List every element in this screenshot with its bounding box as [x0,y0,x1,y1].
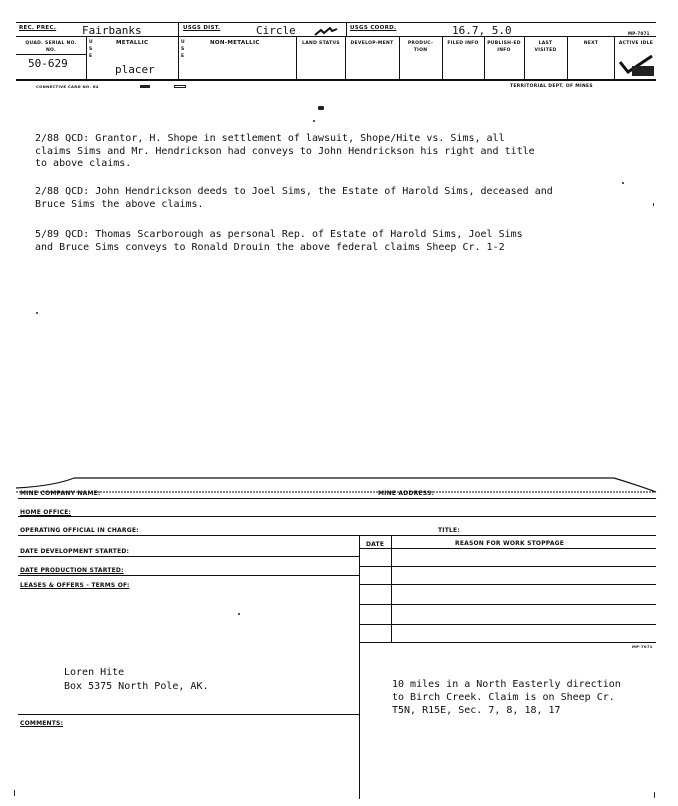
entry-line: to above claims. [35,158,132,169]
date-col-label: DATE [366,541,385,548]
location-line: 10 miles in a North Easterly direction [392,679,621,690]
stray-mark [14,790,15,796]
stray-mark [36,312,38,314]
owner-block [64,667,209,693]
dev-started-label: DATE DEVELOPMENT STARTED: [20,548,130,555]
owner-address: Box 5375 North Pole, AK. [64,681,209,692]
pen-mark-icon [314,22,338,32]
reason-col-label: REASON FOR WORK STOPPAGE [455,540,565,547]
comments-label: COMMENTS: [20,720,64,727]
stray-mark [318,106,324,110]
col-production: PRODUC-TION [407,41,434,53]
col-next: NEXT [583,41,599,46]
entry-line: 2/88 QCD: John Hendrickson deeds to Joel Sims, the Estate of Harold Sims, deceased and [35,186,553,197]
rec-prec-label: REC. PREC. [19,25,57,31]
stray-mark [238,613,240,615]
small-box-1 [140,85,150,88]
rec-prec-value: Fairbanks [82,24,142,37]
entry [35,133,535,171]
metallic-type-letters: U S E [89,40,93,59]
stray-mark [653,203,654,206]
small-box-2 [174,85,186,88]
usgs-coord-value: 16.7, 5.0 [452,24,512,37]
card-footer-right: TERRITORIAL DEPT. OF MINES [510,84,593,89]
entry-line: 5/89 QCD: Thomas Scarborough as personal Rep. of Estate of Harold Sims, Joel Sims [35,229,523,240]
entry [35,186,553,211]
entry-line: Bruce Sims the above claims. [35,198,204,210]
location-line: T5N, R15E, Sec. 7, 8, 18, 17 [392,705,561,716]
title-label: TITLE: [438,527,460,534]
quad-serial-value: 50-629 [28,57,68,70]
form-number-bottom: MP-7071 [632,644,653,649]
location-block [392,678,621,717]
location-line: to Birch Creek. Claim is on Sheep Cr. [392,692,615,703]
form-number: MP-7071 [628,31,650,36]
col-published-info: PUBLISH-ED INFO [487,41,521,53]
col-last-visited: LAST VISITED [534,41,557,53]
card-footer-left: CONNECTIVE CARD NO. 64 [36,84,99,89]
entry-line: 2/88 QCD: Grantor, H. Shope in settlement of lawsuit, Shope/Hite vs. Sims, all [35,133,505,144]
entry-line: claims Sims and Mr. Hendrickson had conveys to John Hendrickson his right and title [35,145,535,157]
stray-mark [622,182,624,184]
owner-name: Loren Hite [64,667,125,678]
quad-serial-label: QUAD. SERIAL NO. NO. [25,41,77,53]
mine-address-label: MINE ADDRESS: [378,490,435,497]
prod-started-label: DATE PRODUCTION STARTED: [20,567,124,574]
nonmetallic-label: NON-METALLIC [210,40,260,46]
entry [35,229,523,254]
check-mark-icon [614,52,656,78]
card-edge [14,474,658,496]
col-active-idle: ACTIVE IDLE [618,41,654,46]
operating-official-label: OPERATING OFFICIAL IN CHARGE: [20,527,139,534]
metallic-label: METALLIC [116,40,149,46]
nonmetallic-type-letters: U S E [181,40,185,59]
metallic-value: placer [115,63,155,76]
usgs-dist-label: USGS DIST. [183,25,221,31]
stray-mark [654,792,655,798]
leases-label: LEASES & OFFERS - TERMS OF: [20,582,130,589]
mine-company-label: MINE COMPANY NAME: [20,490,101,497]
usgs-coord-label: USGS COORD. [350,25,397,31]
col-filed-info: FILED INFO [447,41,479,46]
stray-mark [313,120,315,122]
home-office-label: HOME OFFICE: [20,509,72,516]
col-land-status: LAND STATUS [302,41,340,46]
entry-line: and Bruce Sims conveys to Ronald Drouin the above federal claims Sheep Cr. 1-2 [35,241,505,253]
col-development: DEVELOP-MENT [350,41,394,46]
usgs-dist-value: Circle [256,24,296,37]
